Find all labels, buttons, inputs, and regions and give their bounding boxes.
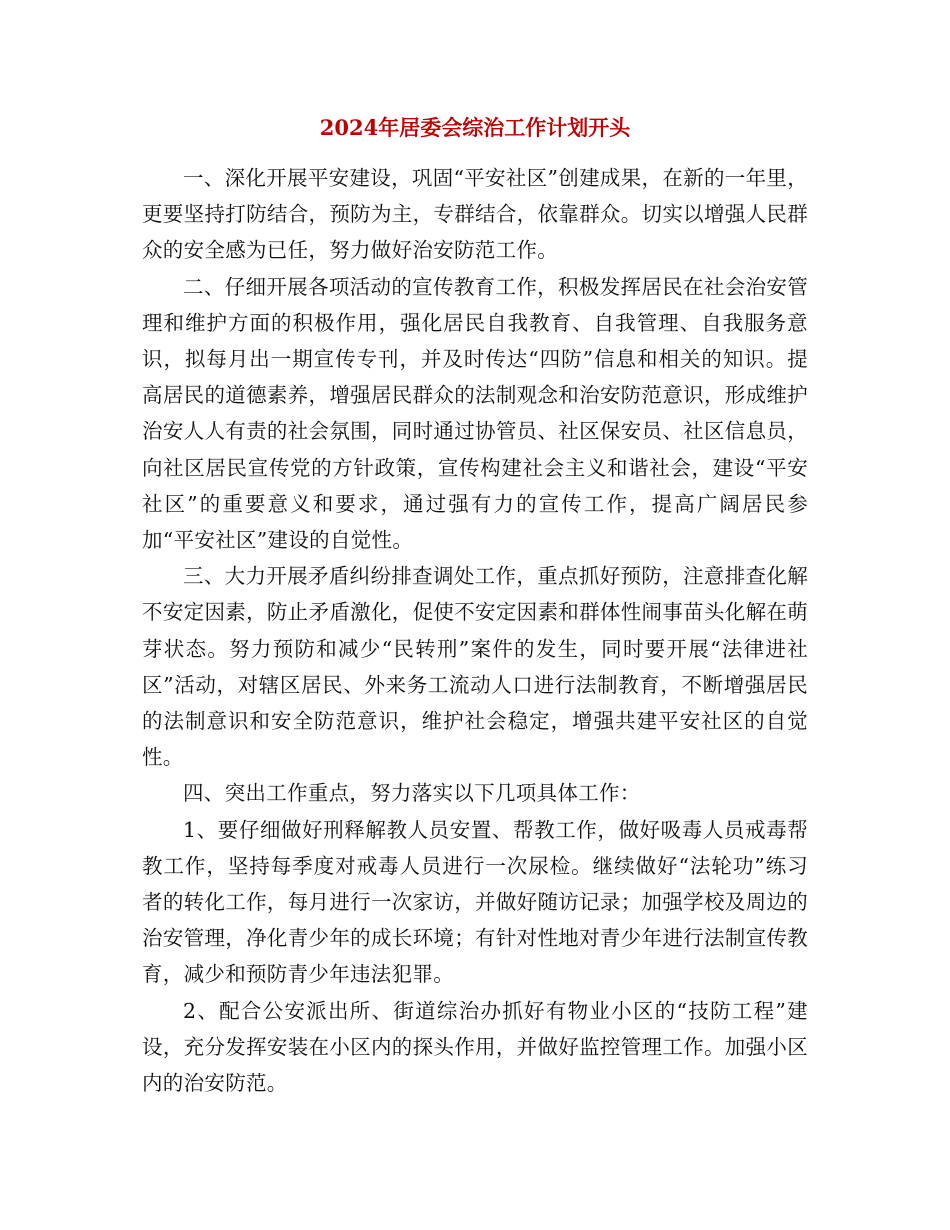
document-body bbox=[142, 160, 808, 1101]
paragraph: 二、仔细开展各项活动的宣传教育工作，积极发挥居民在社会治安管理和维护方面的积极作用，强化居民自我教育、自我管理、自我服务意识，拟每月出一期宣传专刊，并及时传达“四防”信息和相关的知识。提高居民的道德素养，增强居民群众的法制观念和治安防范意识，形成维护治安人人有责的社会氛围，同时通过协管员、社区保安员、社区信息员，向社区居民宣传党的方针政策，宣传构建社会主义和谐社会，建设“平安社区”的重要意义和要求，通过强有力的宣传工作，提高广阔居民参加“平安社区”建设的自觉性。 bbox=[142, 274, 808, 553]
document-title: 2024年居委会综治工作计划开头 bbox=[319, 115, 631, 140]
paragraph: 四、突出工作重点，努力落实以下几项具体工作： bbox=[183, 781, 641, 806]
paragraph: 1、要仔细做好刑释解教人员安置、帮教工作，做好吸毒人员戒毒帮教工作，坚持每季度对戒毒人员进行一次尿检。继续做好“法轮功”练习者的转化工作，每月进行一次家访，并做好随访记录；加强学校及周边的治安管理，净化青少年的成长环境；有针对性地对青少年进行法制宣传教育，减少和预防青少年违法犯罪。 bbox=[142, 817, 808, 987]
paragraph: 2、配合公安派出所、街道综治办抓好有物业小区的“技防工程”建设，充分发挥安装在小区内的探头作用，并做好监控管理工作。加强小区内的治安防范。 bbox=[142, 998, 808, 1096]
paragraph: 一、深化开展平安建设，巩固“平安社区”创建成果，在新的一年里，更要坚持打防结合，预防为主，专群结合，依靠群众。切实以增强人民群众的安全感为已任，努力做好治安防范工作。 bbox=[142, 166, 808, 263]
paragraph: 三、大力开展矛盾纠纷排查调处工作，重点抓好预防，注意排查化解不安定因素，防止矛盾激化，促使不安定因素和群体性闹事苗头化解在萌芽状态。努力预防和减少“民转刑”案件的发生，同时要开展“法律进社区”活动，对辖区居民、外来务工流动人口进行法制教育，不断增强居民的法制意识和安全防范意识，维护社会稳定，增强共建平安社区的自觉性。 bbox=[142, 564, 808, 770]
